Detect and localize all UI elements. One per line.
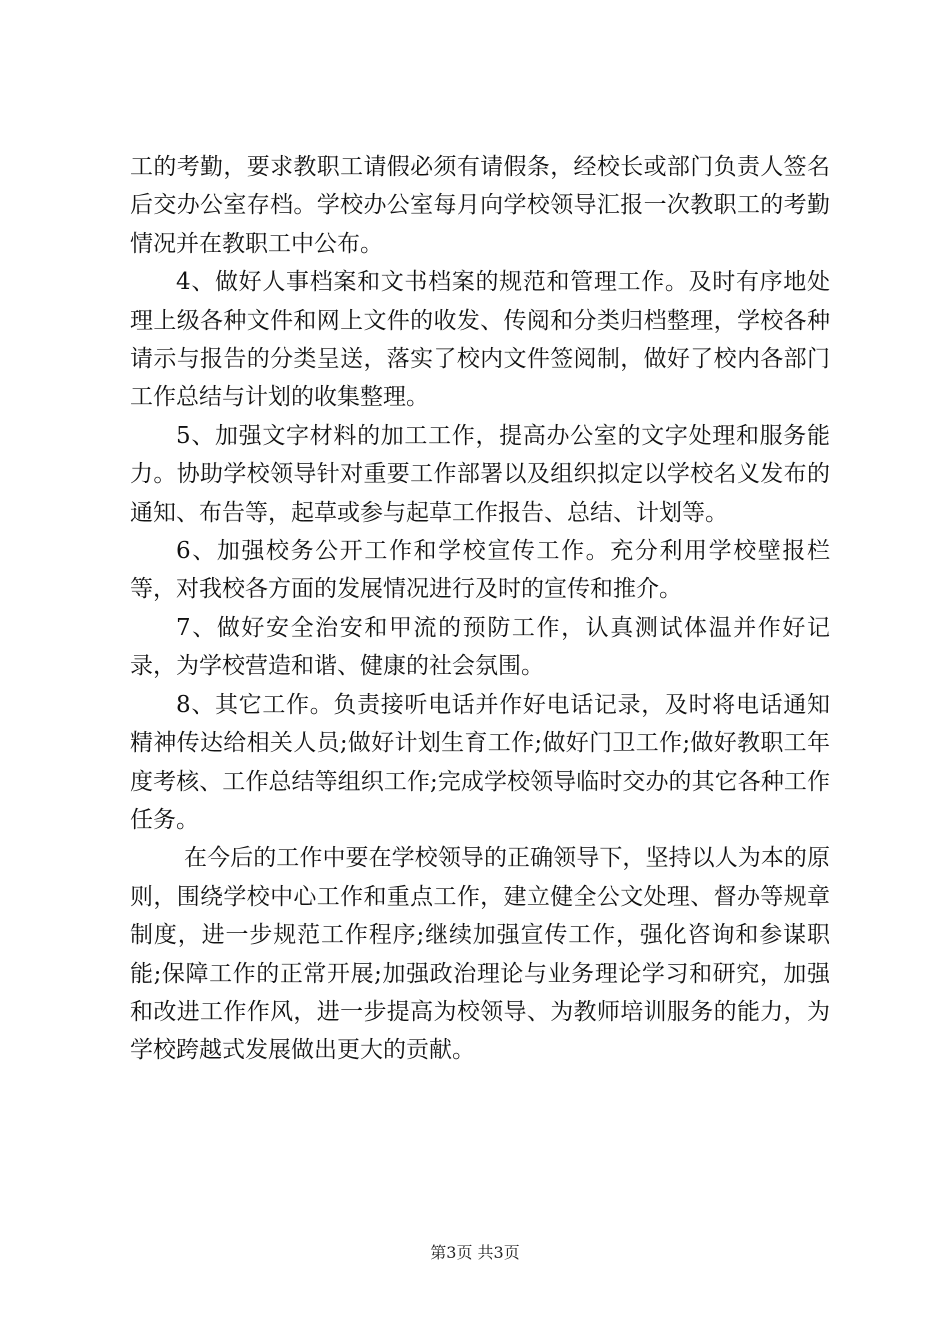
paragraph-future-work: 在今后的工作中要在学校领导的正确领导下，坚持以人为本的原则，围绕学校中心工作和重点工作，建立健全公文处理、督办等规章制度，进一步规范工作程序;继续加强宣传工作，强化咨询和参谋职能;保障工作的正常开展;加强政治理论与业务理论学习和研究，加强和改进工作作风，进一步提高为校领导、为教师培训服务的能力，为学校跨越式发展做出更大的贡献。 — [130, 845, 830, 1064]
document-body — [130, 148, 830, 1070]
paragraph-item-8-other-work: 8、其它工作。负责接听电话并作好电话记录，及时将电话通知精神传达给相关人员;做好计划生育工作;做好门卫工作;做好教职工年度考核、工作总结等组织工作;完成学校领导临时交办的其它各种工作任务。 — [130, 691, 830, 833]
paragraph-attendance-continued: 工的考勤，要求教职工请假必须有请假条，经校长或部门负责人签名后交办公室存档。学校办公室每月向学校领导汇报一次教职工的考勤情况并在教职工中公布。 — [130, 154, 830, 257]
paragraph-item-6-publicity: 6、加强校务公开工作和学校宣传工作。充分利用学校壁报栏等，对我校各方面的发展情况进行及时的宣传和推介。 — [130, 538, 830, 603]
paragraph-item-7-safety: 7、做好安全治安和甲流的预防工作，认真测试体温并作好记录，为学校营造和谐、健康的社会氛围。 — [130, 614, 830, 680]
paragraph-item-4-archives: 4、做好人事档案和文书档案的规范和管理工作。及时有序地处理上级各种文件和网上文件的收发、传阅和分类归档整理，学校各种请示与报告的分类呈送，落实了校内文件签阅制，做好了校内各部门工作总结与计划的收集整理。 — [130, 269, 830, 411]
paragraph-item-5-writing: 5、加强文字材料的加工工作，提高办公室的文字处理和服务能力。协助学校领导针对重要工作部署以及组织拟定以学校名义发布的通知、布告等，起草或参与起草工作报告、总结、计划等。 — [130, 422, 830, 526]
page-number-footer: 第3页 共3页 — [430, 1243, 520, 1262]
